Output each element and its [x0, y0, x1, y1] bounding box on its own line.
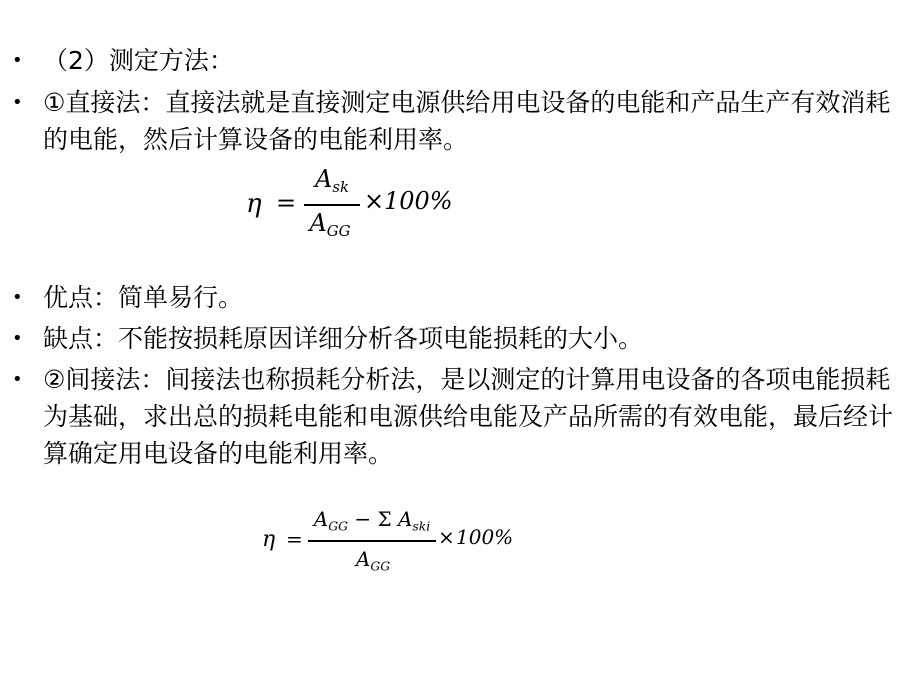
numerator-operator: − Σ	[347, 507, 398, 531]
bullet-dot: •	[12, 50, 23, 71]
bullet-dot: •	[12, 328, 23, 349]
numerator-symbol: A	[315, 165, 333, 193]
formula-denominator	[302, 209, 358, 240]
numerator-symbol-a: A	[313, 507, 329, 531]
formula-direct-method	[246, 165, 466, 245]
formula-numerator	[306, 165, 358, 196]
formula-percent: 100%	[456, 525, 514, 549]
denominator-symbol: A	[355, 547, 371, 571]
formula-equals: =	[286, 527, 303, 551]
numerator-subscript-a: GG	[328, 518, 348, 534]
formula-times: ×	[364, 187, 385, 215]
bullet-text: ②间接法：间接法也称损耗分析法，是以测定的计算用电设备的各项电能损耗为基础，求出总的损耗电能和电源供给电能及产品所需的有效电能，最后经计算确定用电设备的电能利用率。	[43, 365, 894, 468]
bullet-text: ①直接法：直接法就是直接测定电源供给用电设备的电能和产品生产有效消耗的电能，然后计算设备的电能利用率。	[43, 88, 891, 154]
bullet-dot: •	[12, 92, 23, 113]
numerator-subscript: sk	[332, 178, 349, 197]
numerator-symbol-b: A	[397, 507, 413, 531]
formula-numerator	[308, 507, 436, 533]
bullet-dot: •	[12, 369, 23, 390]
bullet-text: （2）测定方法：	[43, 46, 234, 75]
bullet-text: 优点：简单易行。	[43, 283, 244, 312]
fraction-bar	[308, 540, 436, 542]
formula-times: ×	[438, 525, 455, 549]
bullet-dot: •	[12, 287, 23, 308]
bullet-text: 缺点：不能按损耗原因详细分析各项电能损耗的大小。	[43, 324, 644, 353]
denominator-subscript: GG	[326, 222, 351, 241]
formula-indirect-method	[262, 505, 522, 577]
numerator-subscript-b: ski	[412, 518, 431, 534]
formula-denominator	[348, 547, 398, 573]
formula-eta: η	[262, 527, 276, 552]
formula-eta: η	[246, 189, 262, 219]
denominator-symbol: A	[309, 209, 327, 237]
formula-percent: 100%	[384, 187, 453, 215]
formula-equals: =	[276, 189, 297, 217]
fraction-bar	[304, 204, 360, 206]
denominator-subscript: GG	[370, 558, 391, 574]
